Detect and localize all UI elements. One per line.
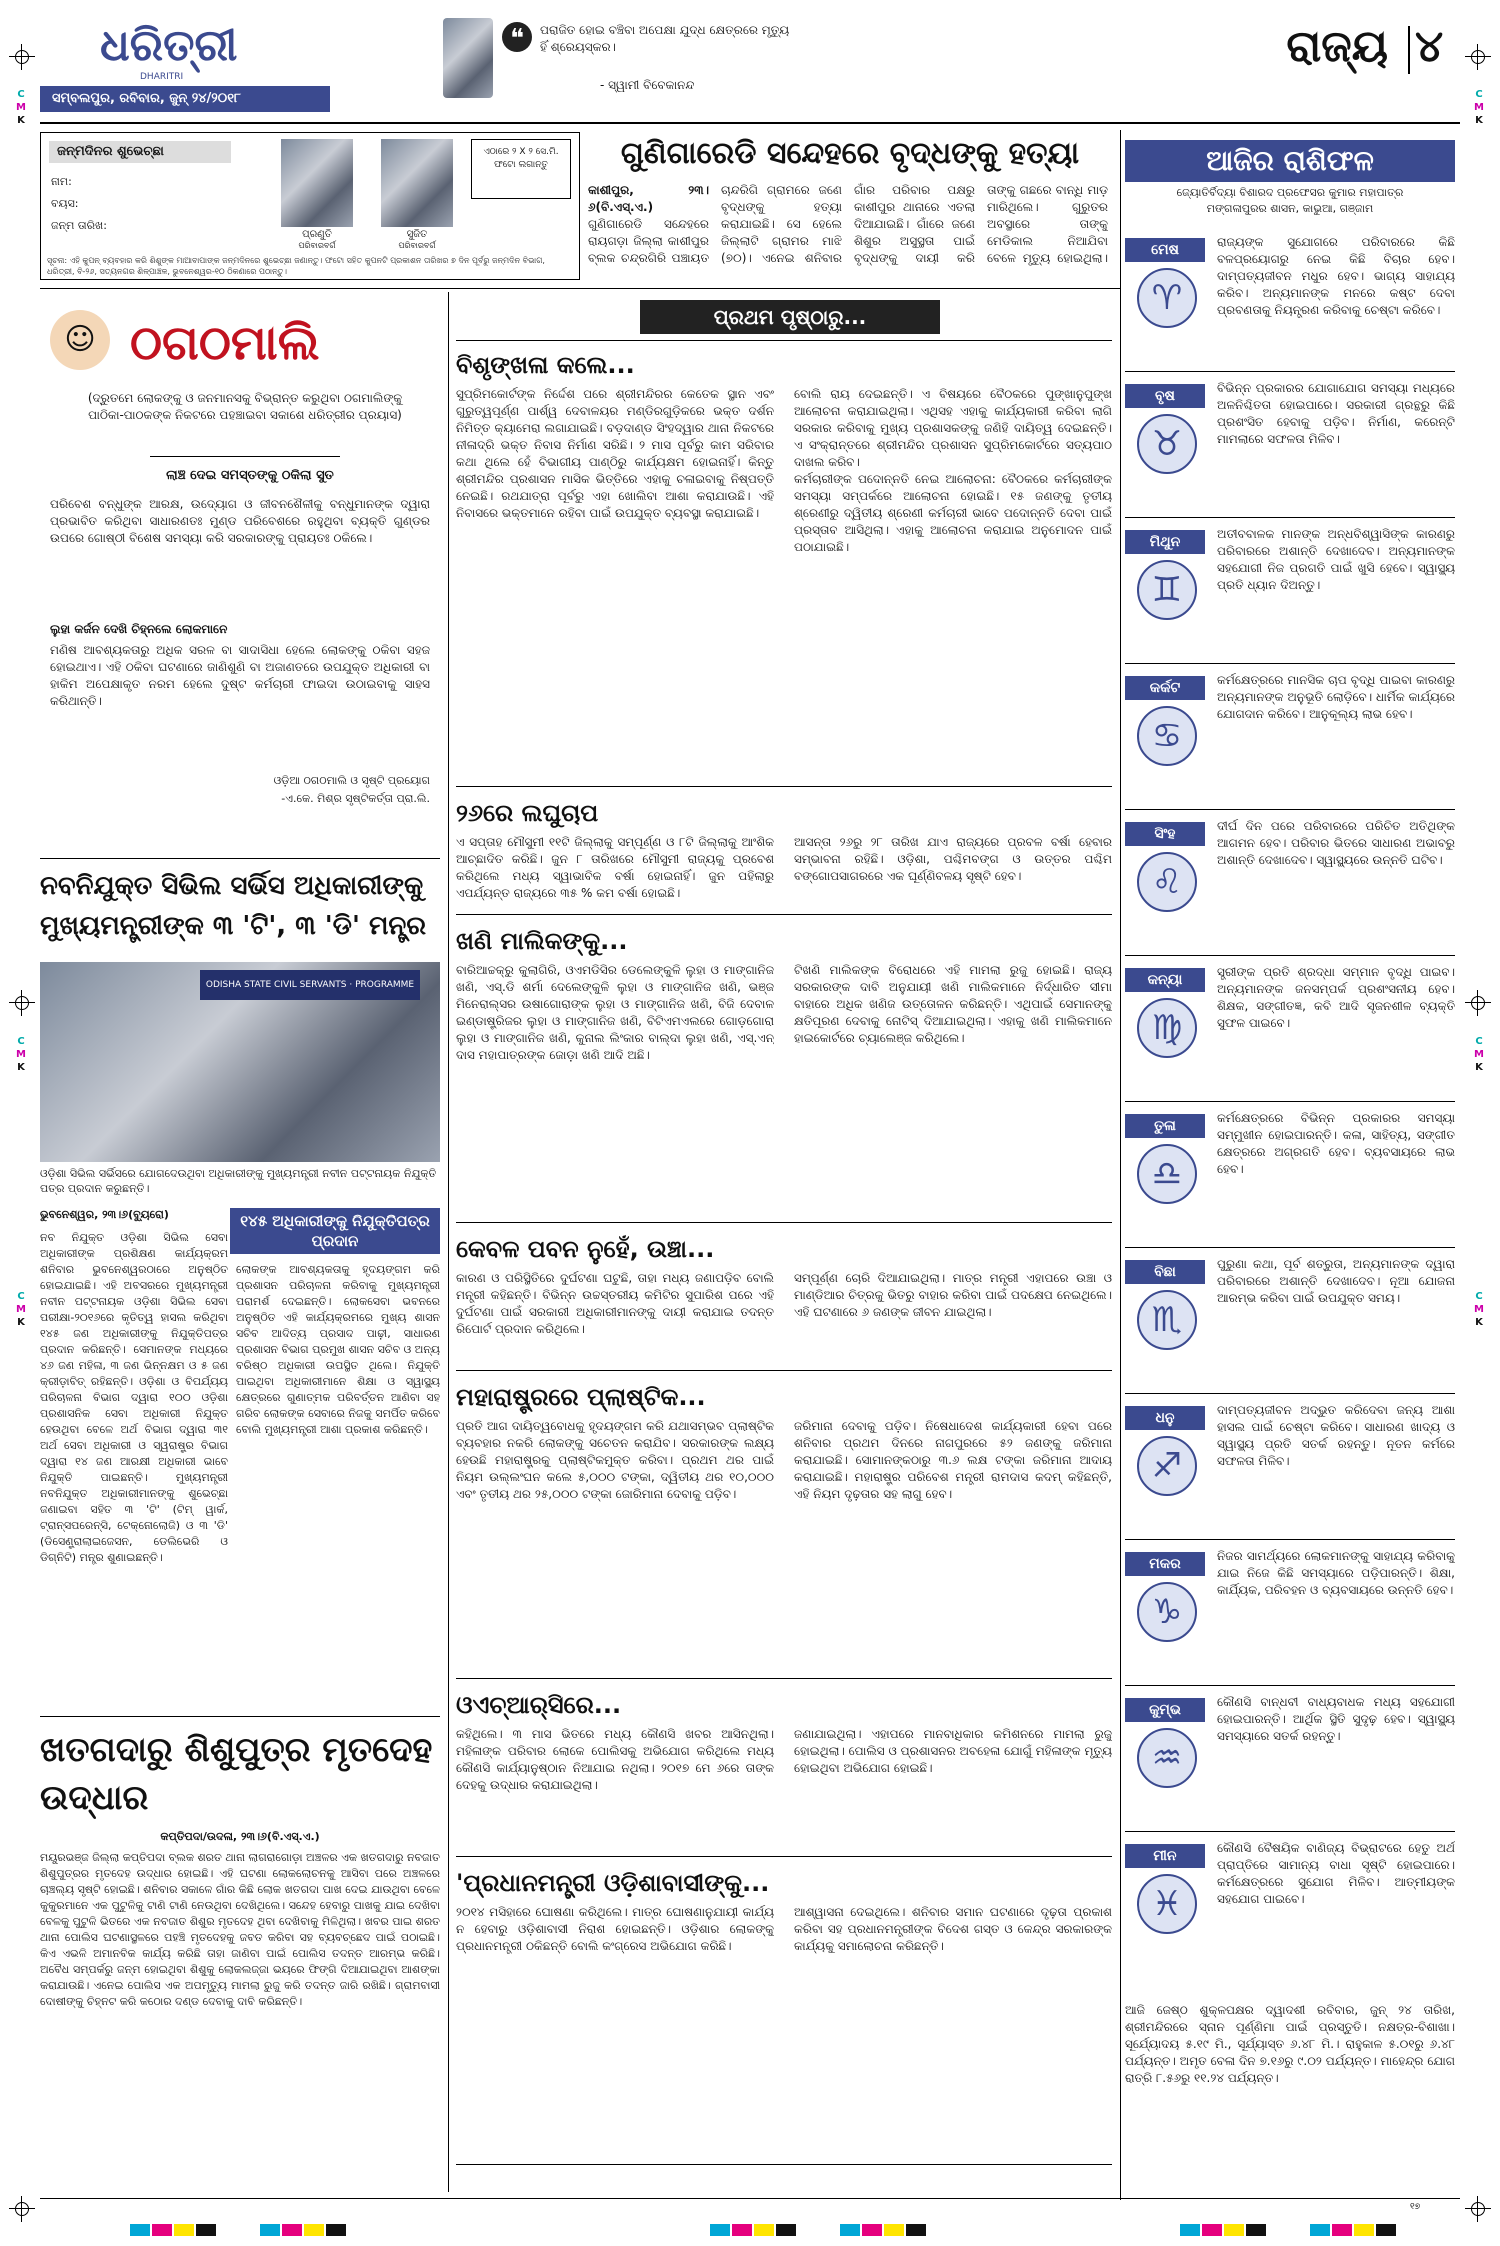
zodiac-sign-icon: ♏ <box>1137 1290 1197 1350</box>
zodiac-text: ଦୀର୍ଘ ଦିନ ପରେ ପରିବାରରେ ପରିଚିତ ଅତିଥିଙ୍କ ଆଗମନ ହେବ। ପରିବାର ଭିତରେ ସାଧାରଣ ଅଭାବରୁ ଅଶାନ୍ତି ଦେଖାଦେବ। ସ୍ୱାସ୍ଥ୍ୟରେ ଉନ୍ନତି ଘଟିବ। <box>1217 819 1455 867</box>
civil-body-right: ଲୋକଙ୍କ ଆବଶ୍ୟକତାକୁ ହୃଦୟଙ୍ଗମ କରି ପ୍ରଶାସନ ପରିଚାଳନା କରିବାକୁ ମୁଖ୍ୟମନ୍ତ୍ରୀ ପରାମର୍ଶ ଦେଇଛନ୍ତି। ଲୋକସେବା ଭବନରେ ଅନୁଷ୍ଠିତ ଏହି କାର୍ଯ୍ୟକ୍ରମରେ ମୁଖ୍ୟ ଶାସନ ସଚିବ ଆଦିତ୍ୟ ପ୍ରସାଦ ପାଢ଼ୀ, ସାଧାରଣ ପ୍ରଶାସନ ବିଭାଗ ପ୍ରମୁଖ ଶାସନ ସଚିବ ଓ ଅନ୍ୟ ବରିଷ୍ଠ ଅଧିକାରୀ ଉପସ୍ଥିତ ଥିଲେ। ନିଯୁକ୍ତି ପାଇଥିବା ଅଧିକାରୀମାନେ ଶିକ୍ଷା ଓ ସ୍ୱାସ୍ଥ୍ୟ କ୍ଷେତ୍ରରେ ଗୁଣାତ୍ମକ ପରିବର୍ତ୍ତନ ଆଣିବା ସହ ଗରିବ ଲୋକଙ୍କ ସେବାରେ ନିଜକୁ ସମର୍ପିତ କରିବେ ବୋଲି ମୁଖ୍ୟମନ୍ତ୍ରୀ ଆଶା ପ୍ରକାଶ କରିଛନ୍ତି। <box>236 1263 440 1436</box>
zodiac-entry <box>1125 1252 1455 1392</box>
continued-story-left: ଏ ସପ୍ତାହ ମୌସୁମୀ ୧୧ଟି ଜିଲ୍ଲାକୁ ସମ୍ପୂର୍ଣ୍ଣ ଓ ୮ଟି ଜିଲ୍ଲାକୁ ଆଂଶିକ ଆଚ୍ଛାଦିତ କରିଛି। ଜୁନ ୮ ତାରିଖରେ ମୌସୁମୀ ରାଜ୍ୟକୁ ପ୍ରବେଶ କରିଥିଲେ ମଧ୍ୟ ସ୍ୱାଭାବିକ ବର୍ଷା ହୋଇନାହିଁ। ଜୁନ ପହିଲାରୁ ଏପର୍ଯ୍ୟନ୍ତ ରାଜ୍ୟରେ ୩୫ % କମ ବର୍ଷା ହୋଇଛି। <box>456 835 774 900</box>
horoscope-title: ଆଜିର ରାଶିଫଳ <box>1125 140 1455 182</box>
cmyk-mark: C M K <box>1474 89 1484 126</box>
continued-story-left: ପ୍ରତି ଆଗ ଦାୟିତ୍ୱବୋଧକୁ ହୃଦୟଙ୍ଗମ କରି ଯଥାସମ୍ଭବ ପ୍ଲାଷ୍ଟିକ ବ୍ୟବହାର ନକରି ଲୋକଙ୍କୁ ସଚେତନ କରାଯିବ। ସରକାରଙ୍କ ଲକ୍ଷ୍ୟ ହେଉଛି ମହାରାଷ୍ଟ୍ରକୁ ପ୍ଲାଷ୍ଟିକମୁକ୍ତ କରିବା। ପ୍ରଥମ ଥର ପାଇଁ ନିୟମ ଉଲ୍ଲଂଘନ କଲେ ୫,୦୦୦ ଟଙ୍କା, ଦ୍ୱିତୀୟ ଥର ୧୦,୦୦୦ ଏବଂ ତୃତୀୟ ଥର ୨୫,୦୦୦ ଟଙ୍କା ଜୋରିମାନା ଦେବାକୁ ପଡ଼ିବ। <box>456 1419 774 1501</box>
zodiac-name: ସିଂହ <box>1125 822 1205 846</box>
zodiac-list <box>1125 230 1455 1990</box>
zodiac-text: ବିଭିନ୍ନ ପ୍ରକାରର ଯୋଗାଯୋଗ ସମସ୍ୟା ମଧ୍ୟରେ ଅଳନିଶ୍ଚିତତା ହୋଇପାରେ। ସରକାରୀ ଗ୍ରନ୍ଥରୁ କିଛି ପ୍ରଶଂସିତ ହେବାକୁ ପଡ଼ିବ। ନିର୍ମାଣ, କରେନ୍ଟି ମାମଲାରେ ସଫଳତା ମିଳିବ। <box>1217 381 1455 446</box>
zodiac-name: କୁମ୍ଭ <box>1125 1698 1205 1722</box>
civil-headline: ନବନିଯୁକ୍ତ ସିଭିଲ ସର୍ଭିସ ଅଧିକାରୀଙ୍କୁ ମୁଖ୍ୟମନ୍ତ୍ରୀଙ୍କ ୩ 'ଟି', ୩ 'ଡି' ମନ୍ତ୍ର <box>40 871 427 941</box>
continued-story <box>456 926 1112 1226</box>
zodiac-text: ଅତୀବବାଳକ ମାନଙ୍କ ଅନ୍ଧବିଶ୍ୱାସିଙ୍କ କାରଣରୁ ପରିବାରରେ ଅଶାନ୍ତି ଦେଖାଦେବ। ଅନ୍ୟମାନଙ୍କ ସହଯୋଗୀ ନିଜ ପ୍ରଗତି ପାଇଁ ଖୁସି ହେବେ। ସ୍ୱାସ୍ଥ୍ୟ ପ୍ରତି ଧ୍ୟାନ ଦିଅନ୍ତୁ। <box>1217 527 1455 592</box>
continued-story-right: ଜଣାଯାଇଥିଲା। ଏହାପରେ ମାନବାଧିକାର କମିଶନରେ ମାମଲା ରୁଜୁ ହୋଇଥିଲା। ପୋଲିସ ଓ ପ୍ରଶାସନର ଅବହେଳା ଯୋଗୁଁ ମହିଳାଙ୍କ ମୃତ୍ୟୁ ହୋଇଥିବା ଅଭିଯୋଗ ହୋଇଛି। <box>794 1727 1112 1775</box>
continued-story <box>456 1690 1112 1860</box>
zodiac-name: ବୃଷ <box>1125 384 1205 408</box>
murder-text: ଗୁଣିଗାରେଡି ସନ୍ଦେହରେ ରାୟଗଡ଼ା ଜିଲ୍ଲା କାଶୀପୁର ବ୍ଲକ ଚନ୍ଦ୍ରଗିରି ପଞ୍ଚାୟତ ଚାନ୍ଦରିଗି ଗ୍ରାମରେ ଜଣେ ବୃଦ୍ଧଙ୍କୁ ହତ୍ୟା କରାଯାଇଛି। ସେ ହେଲେ ଜିଲ୍ଲାଟି ଗ୍ରାମର ମାଝି (୭୦)। ଏନେଇ ଶନିବାର ଗାଁର ପରିବାର ପକ୍ଷରୁ କାଶୀପୁର ଥାନାରେ ଏତଲା ଦିଆଯାଇଛି। ଗାଁରେ ଜଣେ ଶିଶୁର ଅସୁସ୍ଥତା ପାଇଁ ବୃଦ୍ଧଙ୍କୁ ଦାୟୀ କରି ତାଙ୍କୁ ଗଛରେ ବାନ୍ଧି ମାଡ଼ ମାରିଥିଲେ। ଗୁରୁତର ଅବସ୍ଥାରେ ତାଙ୍କୁ ମେଡିକାଲ ନିଆଯିବା ବେଳେ ମୃତ୍ୟୁ ହୋଇଥିଲା। <box>588 183 1108 265</box>
color-bar-swatch <box>776 2224 796 2236</box>
zodiac-text: ନିଜର ସାମର୍ଥ୍ୟରେ ଲୋକମାନଙ୍କୁ ସାହାଯ୍ୟ କରିବାକୁ ଯାଇ ନିଜେ କିଛି ସମସ୍ୟାରେ ପଡ଼ିପାରନ୍ତି। ଶିକ୍ଷା, କାର୍ଯ୍ୟିକ, ପରିବହନ ଓ ବ୍ୟବସାୟରେ ଉନ୍ନତି ହେବ। <box>1217 1549 1455 1597</box>
field-name: ନାମ: <box>51 175 72 188</box>
photo-placeholder: ଏଠାରେ ୨ X ୨ ସେ.ମି. ଫଟୋ ଲଗାନ୍ତୁ <box>471 139 571 199</box>
zodiac-entry <box>1125 522 1455 662</box>
continued-story <box>456 798 1112 918</box>
color-bar-swatch <box>130 2224 150 2236</box>
zodiac-entry <box>1125 814 1455 954</box>
cmyk-mark: C M K <box>16 1036 26 1073</box>
continued-story-right: ବୋଲି ରାୟ ଦେଇଛନ୍ତି। ଏ ବିଷୟରେ ବୈଠକରେ ପୁଙ୍ଖାନୁପୁଙ୍ଖ ଆଲୋଚନା କରାଯାଇଥିଲା। ଏଥିସହ ଏହାକୁ କାର୍ଯ୍ୟକାରୀ କରିବା ଲାଗି ସରକାର କରିବାକୁ ମୁଖ୍ୟ ପ୍ରଶାସକଙ୍କୁ ଜଣିହି ଦାୟିତ୍ୱ ଦେଇଛନ୍ତି। ଏ ସଂକ୍ରାନ୍ତରେ ଶ୍ରୀମନ୍ଦିର ପ୍ରଶାସନ ସୁପ୍ରିମକୋର୍ଟରେ ସତ୍ୟପାଠ ଦାଖଲ କରିବ। କର୍ମଚାରୀଙ୍କ ପଦୋନ୍ନତି ନେଇ ଆଲୋଚନା: ବୈଠକରେ କର୍ମଚାରୀଙ୍କ ସମସ୍ୟା ସମ୍ପର୍କରେ ଆଲୋଚନା ହୋଇଛି। ୧୫ ଜଣଙ୍କୁ ତୃତୀୟ ଶ୍ରେଣୀରୁ ଦ୍ୱିତୀୟ ଶ୍ରେଣୀ କର୍ମଚାରୀ ଭାବେ ପଦୋନ୍ନତି ଦେବା ପାଇଁ ପ୍ରସ୍ତାବ ଆସିଥିଲା। ଏହାକୁ ଆଲୋଚନା କରାଯାଇ ଅନୁମୋଦନ ପାଇଁ ପଠାଯାଇଛି। <box>794 387 1112 554</box>
zodiac-entry <box>1125 1398 1455 1538</box>
zodiac-sign-icon: ♒ <box>1137 1728 1197 1788</box>
continued-story-title: ଓଏଚ୍ଆର୍‌ସିରେ... <box>456 1691 622 1719</box>
continued-story-right: ଟିଖଣି ମାଲିକଙ୍କ ବିରୋଧରେ ଏହି ମାମଲା ରୁଜୁ ହୋଇଛି। ରାଜ୍ୟ ସରକାରଙ୍କ ଦାବି ଅନୁଯାୟୀ ଖଣି ମାଲିକମାନେ ନିର୍ଦ୍ଧାରିତ ସୀମା ବାହାରେ ଅଧିକ ଖଣିଜ ଉତ୍ତୋଳନ କରିଛନ୍ତି। ଏଥିପାଇଁ ସେମାନଙ୍କୁ କ୍ଷତିପୂରଣ ଦେବାକୁ ନୋଟିସ୍ ଦିଆଯାଇଥିଲା। ଏହାକୁ ଖଣି ମାଲିକମାନେ ହାଇକୋର୍ଟରେ ଚ୍ୟାଲେଞ୍ଜ କରିଥିଲେ। <box>794 963 1112 1045</box>
murder-body <box>588 182 1108 280</box>
registration-mark <box>9 44 35 70</box>
zodiac-sign-icon: ♎ <box>1137 1144 1197 1204</box>
thugmali-intro: (ଦ୍ରୁତମେ ଲୋକଙ୍କୁ ଓ ଜନମାନସକୁ ବିଭ୍ରାନ୍ତ କରୁଥିବା ଠଗମାଲିଙ୍କୁ ପାଠିକା-ପାଠକଙ୍କ ନିକଟରେ ପହଞ୍ଚାଇବା ସକାଶେ ଧରିତ୍ରୀର ପ୍ରୟାସ) <box>87 391 403 422</box>
zodiac-text: କୌଣସି ବୈଷୟିକ ବାଣିଜ୍ୟ ବିଭ୍ରାଟରେ ହେତୁ ଅର୍ଥ ପ୍ରାପ୍ତିରେ ସାମାନ୍ୟ ବାଧା ସୃଷ୍ଟି ହୋଇପାରେ। କର୍ମକ୍ଷେତ୍ରରେ ସୁଯୋଗ ମିଳିବ। ଆତ୍ମୀୟଙ୍କ ସହଯୋଗ ପାଇବେ। <box>1217 1841 1455 1906</box>
color-bar-swatch <box>1310 2224 1330 2236</box>
photo-banner: ODISHA STATE CIVIL SERVANTS · PROGRAMME <box>200 970 420 1000</box>
thugmali-box <box>40 300 440 850</box>
color-bar-swatch <box>710 2224 730 2236</box>
color-bar-swatch <box>840 2224 860 2236</box>
zodiac-sign-icon: ♈ <box>1137 268 1197 328</box>
zodiac-name: ମିଥୁନ <box>1125 530 1205 554</box>
zodiac-sign-icon: ♊ <box>1137 560 1197 620</box>
photo-2-caption: ସୁଜିତ <box>406 229 428 240</box>
registration-mark <box>1465 990 1491 1016</box>
birthday-photo-1 <box>281 139 353 227</box>
color-bar-swatch <box>1202 2224 1222 2236</box>
cartoon-icon: ☺ <box>50 310 110 370</box>
civil-caption: ଓଡ଼ିଶା ସିଭିଲ ସର୍ଭିସରେ ଯୋଗଦେଉଥିବା ଅଧିକାରୀଙ୍କୁ ମୁଖ୍ୟମନ୍ତ୍ରୀ ନବୀନ ପଟ୍ଟନାୟକ ନିଯୁକ୍ତି ପତ୍ର ପ୍ରଦାନ କରୁଛନ୍ତି। <box>40 1167 437 1195</box>
zodiac-entry <box>1125 1836 1455 1976</box>
vivekananda-portrait <box>443 18 493 98</box>
murder-headline: ଗୁଣିଗାରେଡି ସନ୍ଦେହରେ ବୃଦ୍ଧଙ୍କୁ ହତ୍ୟା <box>620 136 1080 171</box>
civil-dateline: ଭୁବନେଶ୍ୱର, ୨୩।୬(ବ୍ୟୁରୋ) <box>40 1208 169 1221</box>
logo-subtitle: DHARITRI <box>140 72 184 82</box>
thugmali-subhead: ଲାଞ୍ଚ ଦେଇ ସମସ୍ତଙ୍କୁ ଠକିଲା ସୁତ <box>166 468 334 483</box>
continued-stories <box>456 350 1112 2200</box>
photo-2-sub: ପରିବାରବର୍ଗ <box>398 241 436 250</box>
color-bar-swatch <box>1224 2224 1244 2236</box>
zodiac-sign-icon: ♓ <box>1137 1874 1197 1934</box>
horoscope-address: ମଙ୍ଗଳାପୁରର ଶାସନ, କାଭୁଆ, ଗଞ୍ଜାମ <box>1206 202 1374 215</box>
zodiac-entry <box>1125 230 1455 370</box>
color-bar-swatch <box>152 2224 172 2236</box>
zodiac-name: କର୍କଟ <box>1125 676 1205 700</box>
civil-body: ନବ ନିଯୁକ୍ତ ଓଡ଼ିଶା ସିଭିଲ ସେବା ଅଧିକାରୀଙ୍କ ପ୍ରଶିକ୍ଷଣ କାର୍ଯ୍ୟକ୍ରମ ଶନିବାର ଭୁବନେଶ୍ୱରଠାରେ ଅନୁଷ୍ଠିତ ହୋଇଯାଇଛି। ଏହି ଅବସରରେ ମୁଖ୍ୟମନ୍ତ୍ରୀ ନବୀନ ପଟ୍ଟନାୟକ ଓଡ଼ିଶା ସିଭିଲ ସେବା ପରୀକ୍ଷା-୨୦୧୬ରେ କୃତିତ୍ୱ ହାସଲ କରିଥିବା ୧୪୫ ଜଣ ଅଧିକାରୀଙ୍କୁ ନିଯୁକ୍ତିପତ୍ର ପ୍ରଦାନ କରିଛନ୍ତି। ସେମାନଙ୍କ ମଧ୍ୟରେ ୪୬ ଜଣ ମହିଳା, ୩ ଜଣ ଭିନ୍ନକ୍ଷମ ଓ ୫ ଜଣ କ୍ରୀଡ଼ାବିତ୍ ରହିଛନ୍ତି। ଓଡ଼ିଶା ଓ ବିପର୍ଯ୍ୟୟ ପରିଚାଳନା ବିଭାଗ ଦ୍ୱାରା ୧୦୦ ଓଡ଼ିଶା ପ୍ରଶାସନିକ ସେବା ଅଧିକାରୀ ନିଯୁକ୍ତ ହେଉଥିବା ବେଳେ ଅର୍ଥ ବିଭାଗ ଦ୍ୱାରା ୩୧ ଅର୍ଥ ସେବା ଅଧିକାରୀ ଓ ସ୍ୱରାଷ୍ଟ୍ର ବିଭାଗ ଦ୍ୱାରା ୧୪ ଜଣ ଆରକ୍ଷୀ ଅଧିକାରୀ ଭାବେ ନିଯୁକ୍ତି ପାଇଛନ୍ତି। ମୁଖ୍ୟମନ୍ତ୍ରୀ ନବନିଯୁକ୍ତ ଅଧିକାରୀମାନଙ୍କୁ ଶୁଭେଚ୍ଛା ଜଣାଇବା ସହିତ ୩ 'ଟି' (ଟିମ୍ ୱାର୍କ, ଟ୍ରାନ୍ସପରେନ୍ସି, ଟେକ୍ନୋଲୋଜି) ଓ ୩ 'ଡି' (ଡିସେଣ୍ଟ୍ରାଲାଇଜେସନ, ଡେଲିଭେରି ଓ ଡିଗ୍ନିଟି) ମନ୍ତ୍ର ଶୁଣାଇଛନ୍ତି। <box>40 1231 228 1564</box>
thugmali-footer: ଓଡ଼ିଆ ଠଗଠମାଲି ଓ ସୃଷ୍ଟି ପ୍ରୟୋଗ <box>273 774 430 787</box>
zodiac-name: ତୁଳା <box>1125 1114 1205 1138</box>
zodiac-name: କନ୍ୟା <box>1125 968 1205 992</box>
continued-banner: ପ୍ରଥମ ପୃଷ୍ଠାରୁ... <box>640 300 940 334</box>
page-code: ୧୭ <box>1410 2202 1421 2212</box>
registration-mark <box>1465 44 1491 70</box>
thugmali-footer-2: -ଏ.କେ. ମିଶ୍ର ସୃଷ୍ଟିକର୍ତ୍ତା ପ୍ରା.ଲି. <box>281 792 430 805</box>
field-age: ବୟସ: <box>51 197 79 210</box>
cmyk-mark: C M K <box>16 89 26 126</box>
birthday-box <box>40 132 580 280</box>
color-bar-swatch <box>196 2224 216 2236</box>
dateline-bar: ସମ୍ବଲପୁର, ରବିବାର, ଜୁନ୍ ୨୪/୨୦୧୮ <box>40 86 330 112</box>
panchang-text: ଆଜି ଜେଷ୍ଠ ଶୁକ୍ଳପକ୍ଷର ଦ୍ୱାଦଶୀ ରବିବାର, ଜୁନ୍ ୨୪ ତାରିଖ, ଶ୍ରୀମନ୍ଦିରରେ ସ୍ନାନ ପୂର୍ଣ୍ଣିମା ପାଇଁ ପ୍ରସ୍ତୁତି। ନକ୍ଷତ୍ର-ବିଶାଖା। ସୂର୍ଯ୍ୟୋଦୟ ୫.୧୯ ମି., ସୂର୍ଯ୍ୟାସ୍ତ ୬.୪୮ ମି.। ରାହୁକାଳ ୫.୦୧ରୁ ୬.୪୮ ପର୍ଯ୍ୟନ୍ତ। ଅମୃତ ବେଳା ଦିନ ୭.୧୬ରୁ ୯.୦୨ ପର୍ଯ୍ୟନ୍ତ। ମାହେନ୍ଦ୍ର ଯୋଗ ରାତ୍ରି ୮.୫୬ରୁ ୧୧.୨୪ ପର୍ଯ୍ୟନ୍ତ। <box>1125 2003 1455 2085</box>
continued-story-left: ସୁପ୍ରିମକୋର୍ଟଙ୍କ ନିର୍ଦ୍ଦେଶ ପରେ ଶ୍ରୀମନ୍ଦିରର କେତେକ ସ୍ଥାନ ଏବଂ ଗୁରୁତ୍ୱପୂର୍ଣ୍ଣ ପାର୍ଶ୍ୱ ଦେବାଳୟର ମଣ୍ଡିରଗୁଡ଼ିକରେ ଭକ୍ତ ଦର୍ଶନ ନିମିତ୍ତ କ୍ୟାମେରା ଲଗାଯାଇଛି। ବଡ଼ଦାଣ୍ଡ ସିଂହଦ୍ୱାର ଥାନା ନିକଟରେ ନୀଳାଦ୍ରି ଭକ୍ତ ନିବାସ ନିର୍ମାଣ ସରିଛି। ୨ ମାସ ପୂର୍ବରୁ କାମ ସରିବାର କଥା ଥିଲେ ହେଁ ବିଭାଗୀୟ ପାଣ୍ଠିରୁ କାର୍ଯ୍ୟକ୍ଷମ ହୋଇନାହିଁ। କିନ୍ତୁ ଶ୍ରୀମନ୍ଦିର ପ୍ରଶାସନ ମାସିକ ଭିତ୍ତିରେ ଏହାକୁ ଚଳାଇବାକୁ ନିଷ୍ପତ୍ତି ନେଇଛି। ରଥଯାତ୍ରା ପୂର୍ବରୁ ଏହା ଖୋଲିବା ଆଶା କରାଯାଉଛି। ଏହି ନିବାସରେ ଭକ୍ତମାନେ ରହିବା ପାଇଁ ଉପଯୁକ୍ତ ବ୍ୟବସ୍ଥା କରାଯାଇଛି। <box>456 387 774 520</box>
zodiac-name: ଧନୁ <box>1125 1406 1205 1430</box>
color-bar-swatch <box>260 2224 280 2236</box>
color-bar-swatch <box>862 2224 882 2236</box>
zodiac-name: ମେଷ <box>1125 238 1205 262</box>
zodiac-entry <box>1125 668 1455 808</box>
thugmali-title: ଠଗଠମାଲି <box>130 315 320 371</box>
zodiac-sign-icon: ♌ <box>1137 852 1197 912</box>
quote-icon: ❝ <box>502 22 532 52</box>
zodiac-sign-icon: ♍ <box>1137 998 1197 1058</box>
horoscope-column <box>1125 132 1455 2222</box>
section-name: ରାଜ୍ୟ <box>1286 21 1388 72</box>
zodiac-sign-icon: ♐ <box>1137 1436 1197 1496</box>
civil-box-title: ୧୪୫ ଅଧିକାରୀଙ୍କୁ ନିଯୁକ୍ତିପତ୍ର ପ୍ରଦାନ <box>230 1208 440 1254</box>
color-bar-swatch <box>732 2224 752 2236</box>
continued-story-right: ଜରିମାନା ଦେବାକୁ ପଡ଼ିବ। ନିଷେଧାଦେଶ କାର୍ଯ୍ୟକାରୀ ହେବା ପରେ ଶନିବାର ପ୍ରଥମ ଦିନରେ ନାଗପୁରରେ ୫୨ ଜଣଙ୍କୁ ଜରିମାନା କରାଯାଇଛି। ସୋମାନଙ୍କଠାରୁ ୩.୬ ଲକ୍ଷ ଟଙ୍କା ଜରିମାନା ଆଦାୟ କରାଯାଇଛି। ମହାରାଷ୍ଟ୍ର ପରିବେଶ ମନ୍ତ୍ରୀ ରାମଦାସ କଦମ୍ କହିଛନ୍ତି, ଏହି ନିୟମ ଦୃଢ଼ତାର ସହ ଲାଗୁ ହେବ। <box>794 1419 1112 1501</box>
continued-story-right: ଆଶ୍ୱାସନା ଦେଇଥିଲେ। ଶନିବାର ସମାନ ଘଟଣାରେ ଦୃଢ଼ତା ପ୍ରକାଶ କରିବା ସହ ପ୍ରଧାନମନ୍ତ୍ରୀଙ୍କ ବିଦେଶ ଗସ୍ତ ଓ କେନ୍ଦ୍ର ସରକାରଙ୍କ କାର୍ଯ୍ୟକୁ ସମାଲୋଚନା କରିଛନ୍ତି। <box>794 1905 1112 1953</box>
birthday-fields <box>51 171 271 237</box>
thugmali-body-2: ମଣିଷ ଆବଶ୍ୟକତାରୁ ଅଧିକ ସରଳ ବା ସାଦାସିଧା ହେଲେ ଲୋକଙ୍କୁ ଠକିବା ସହଜ ହୋଇଥାଏ। ଏହି ଠକିବା ଘଟଣାରେ ଜାଣିଶୁଣି ବା ଅଜାଣତରେ ଉପଯୁକ୍ତ ଅଧିକାରୀ ବା ହାକିମ ଅପେକ୍ଷାକୃତ ନରମ ହେଲେ ଦୁଷ୍ଟ କର୍ମଚାରୀ ଫାଇଦା ଉଠାଇବାକୁ ସାହସ କରିଥାନ୍ତି। <box>50 643 430 708</box>
registration-mark <box>1465 2196 1491 2222</box>
quote-author: - ସ୍ୱାମୀ ବିବେକାନନ୍ଦ <box>600 78 695 92</box>
zodiac-name: ମକର <box>1125 1552 1205 1576</box>
infant-body: ମୟୂରଭଞ୍ଜ ଜିଲ୍ଲା କପ୍ତିପଦା ବ୍ଲକ ଶରତ ଥାନା ଲାଗରାଗୋଡ଼ା ଅଞ୍ଚଳର ଏକ ଖତଗଦାରୁ ନବଜାତ ଶିଶୁପୁତ୍ରର ମୃତଦେହ ଉଦ୍ଧାର ହୋଇଛି। ଏହି ଘଟଣା ଲୋକଲୋଚନକୁ ଆସିବା ପରେ ଅଞ୍ଚଳରେ ଚାଞ୍ଚଲ୍ୟ ସୃଷ୍ଟି ହୋଇଛି। ଶନିବାର ସକାଳେ ଗାଁର କିଛି ଲୋକ ଖତଗଦା ପାଖ ଦେଇ ଯାଉଥିବା ବେଳେ କୁକୁରମାନେ ଏକ ପୁଟୁଳିକୁ ଟାଣି ଟାଣି ନେଉଥିବା ଦେଖିଥିଲେ। ସନ୍ଦେହ ହେବାରୁ ପାଖକୁ ଯାଇ ଦେଖିବା ବେଳକୁ ପୁଟୁଳି ଭିତରେ ଏକ ନବଜାତ ଶିଶୁର ମୃତଦେହ ଥିବା ଦେଖିବାକୁ ମିଳିଥିଲା। ଖବର ପାଇ ଶରତ ଥାନା ପୋଲିସ ଘଟଣାସ୍ଥଳରେ ପହଞ୍ଚି ମୃତଦେହକୁ ଜବତ କରିବା ସହ ବ୍ୟବଚ୍ଛେଦ ପାଇଁ ପଠାଇଛି। କିଏ ଏଭଳି ଅମାନବିକ କାର୍ଯ୍ୟ କରିଛି ତାହା ଜାଣିବା ପାଇଁ ପୋଲିସ ତଦନ୍ତ ଆରମ୍ଭ କରିଛି। ଅବୈଧ ସମ୍ପର୍କରୁ ଜନ୍ମ ହୋଇଥିବା ଶିଶୁକୁ ଲୋକଲଜ୍ଜା ଭୟରେ ଫିଙ୍ଗି ଦିଆଯାଇଥିବା ଆଶଙ୍କା କରାଯାଉଛି। ଏନେଇ ପୋଲିସ ଏକ ଅପମୃତ୍ୟୁ ମାମଲା ରୁଜୁ କରି ତଦନ୍ତ ଜାରି ରଖିଛି। ଗ୍ରାମବାସୀ ଦୋଷୀଙ୍କୁ ଚିହ୍ନଟ କରି କଠୋର ଦଣ୍ଡ ଦେବାକୁ ଦାବି କରିଛନ୍ତି। <box>40 1851 440 2008</box>
color-bar-swatch <box>1332 2224 1352 2236</box>
continued-story-right: ସମ୍ପୂର୍ଣ୍ଣ ଚୋରି ଦିଆଯାଇଥିଲା। ମାତ୍ର ମନ୍ତ୍ରୀ ଏହାପରେ ଉଞ୍ଚା ଓ ମାଣ୍ଡିଆର ଚିତ୍ରକୁ ଭିତରୁ ବାହାର କରିବା ପାଇଁ ପଦକ୍ଷେପ ନେଇଥିଲେ। ଏହି ଘଟଣାରେ ୬ ଜଣଙ୍କ ଜୀବନ ଯାଇଥିଲା। <box>794 1271 1112 1319</box>
photo-1-sub: ପରିବାରବର୍ଗ <box>298 241 336 250</box>
color-bar-swatch <box>282 2224 302 2236</box>
civil-photo <box>40 962 440 1162</box>
continued-story-title: ବିଶୃଙ୍ଖଳା କଲେ... <box>456 351 635 379</box>
quote-text: ପରାଜିତ ହୋଇ ବଞ୍ଚିବା ଅପେକ୍ଷା ଯୁଦ୍ଧ କ୍ଷେତ୍ରରେ ମୃତ୍ୟୁ ହିଁ ଶ୍ରେୟସ୍କର। <box>540 23 790 54</box>
zodiac-sign-icon: ♑ <box>1137 1582 1197 1642</box>
infant-headline: ଖତଗଦାରୁ ଶିଶୁପୁତ୍ର ମୃତଦେହ ଉଦ୍ଧାର <box>40 1730 433 1818</box>
color-bar-swatch <box>304 2224 324 2236</box>
zodiac-entry <box>1125 960 1455 1100</box>
masthead-left <box>40 18 440 118</box>
continued-story-title: ମହାରାଷ୍ଟ୍ରରେ ପ୍ଲାଷ୍ଟିକ... <box>456 1383 706 1411</box>
zodiac-entry <box>1125 376 1455 516</box>
color-bar-swatch <box>326 2224 346 2236</box>
page-number: ୪ <box>1415 21 1444 72</box>
zodiac-sign-icon: ♋ <box>1137 706 1197 766</box>
continued-story-title: ଖଣି ମାଲିକଙ୍କୁ... <box>456 927 628 955</box>
continued-story-left: କହିଥିଲେ। ୩ ମାସ ଭିତରେ ମଧ୍ୟ କୌଣସି ଖବର ଆସିନଥିଲା। ମହିଳାଙ୍କ ପରିବାର ଲୋକେ ପୋଲିସକୁ ଅଭିଯୋଗ କରିଥିଲେ ମଧ୍ୟ କୌଣସି କାର୍ଯ୍ୟାନୁଷ୍ଠାନ ନିଆଯାଇ ନଥିଲା। ୨୦୧୭ ମେ ୬ରେ ତାଙ୍କ ଦେହକୁ ଉଦ୍ଧାର କରାଯାଇଥିଲା। <box>456 1727 774 1792</box>
zodiac-name: ମୀନ <box>1125 1844 1205 1868</box>
continued-story-left: ୨୦୧୪ ମସିହାରେ ଘୋଷଣା କରିଥିଲେ। ମାତ୍ର ଘୋଷଣାନୁଯାୟୀ କାର୍ଯ୍ୟ ନ ହେବାରୁ ଓଡ଼ିଶାବାସୀ ନିରାଶ ହୋଇଛନ୍ତି। ଓଡ଼ିଶାର ଲୋକଙ୍କୁ ପ୍ରଧାନମନ୍ତ୍ରୀ ଠକିଛନ୍ତି ବୋଲି କଂଗ୍ରେସ ଅଭିଯୋଗ କରିଛି। <box>456 1905 774 1953</box>
continued-story-left: କାରଣ ଓ ପରିସ୍ଥିତିରେ ଦୁର୍ଘଟଣା ଘଟୁଛି, ତାହା ମଧ୍ୟ ଜଣାପଡ଼ିବ ବୋଲି ମନ୍ତ୍ରୀ କହିଛନ୍ତି। ବିଭିନ୍ନ ଉଚ୍ଚସ୍ତରୀୟ କମିଟିର ସୁପାରିଶ ପରେ ଏହି ଦୁର୍ଘଟଣା ପାଇଁ ସରକାରୀ ଅଧିକାରୀମାନଙ୍କୁ ଦାୟୀ କରାଯାଇ ତଦନ୍ତ ରିପୋର୍ଟ ପ୍ରଦାନ କରିଥିଲେ। <box>456 1271 774 1336</box>
color-bar-swatch <box>1246 2224 1266 2236</box>
zodiac-text: ଦାମ୍ପତ୍ୟଜୀବନ ଅଦ୍ଭୁତ କରିଦେବା ଜନ୍ୟ ଆଶା ହାସଲ ପାଇଁ ଚେଷ୍ଟା କରିବେ। ସାଧାରଣ ଖାଦ୍ୟ ଓ ସ୍ୱାସ୍ଥ୍ୟ ପ୍ରତି ସତର୍କ ରହନ୍ତୁ। ନୂତନ କର୍ମରେ ସଫଳତା ମିଳିବ। <box>1217 1403 1455 1468</box>
color-bar-swatch <box>174 2224 194 2236</box>
zodiac-text: ରାଜ୍ୟଙ୍କ ସୁଯୋଗରେ ପରିବାରରେ କିଛି ବଳପ୍ରୟୋଗରୁ ନେଇ କିଛି ବିଚାର ହେବ। ଦାମ୍ପତ୍ୟଜୀବନ ମଧୁର ହେବ। ଭାଗ୍ୟ ସାହାଯ୍ୟ କରିବ। ଅନ୍ୟମାନଙ୍କ ମନରେ କଷ୍ଟ ଦେବା ପ୍ରବଣତାକୁ ନିୟନ୍ତ୍ରଣ କରିବାକୁ ଚେଷ୍ଟା କରିବେ। <box>1217 235 1455 317</box>
thugmali-body-1: ପରିବେଶ ବନ୍ଧୁଙ୍କ ଆରକ୍ଷ, ଉଦ୍ୟୋଗ ଓ ଜୀବନଶୈଳୀକୁ ବନ୍ଧୁମାନଙ୍କ ଦ୍ୱାରା ପ୍ରଭାବିତ କରିଥିବା ସାଧାରଣତଃ ମୁଣ୍ଡ ପରିବେଶରେ ରହୁଥିବା ବ୍ୟକ୍ତି ଗୁଣ୍ଡର ଉପରେ ଗୋଷ୍ଠୀ ବିଶେଷ ସମସ୍ୟା କରି ସରକାରଙ୍କୁ ପ୍ରାୟତଃ ଠକିଲେ। <box>50 497 430 545</box>
infant-dateline: କପ୍ତିପଦା/ଉଦଳା, ୨୩।୬(ବି.ଏସ୍.ଏ.) <box>160 1830 320 1843</box>
continued-story-right: ଆସନ୍ତା ୨୬ରୁ ୨୮ ତାରିଖ ଯାଏ ରାଜ୍ୟରେ ପ୍ରବଳ ବର୍ଷା ହେବାର ସମ୍ଭାବନା ରହିଛି। ଓଡ଼ିଶା, ପଶ୍ଚିମବଙ୍ଗ ଓ ଉତ୍ତର ପଶ୍ଚିମ ବଙ୍ଗୋପସାଗରରେ ଏକ ଘୂର୍ଣ୍ଣିବଳୟ ସୃଷ୍ଟି ହେବ। <box>794 835 1112 883</box>
cmyk-mark: C M K <box>1474 1291 1484 1328</box>
continued-story <box>456 1382 1112 1682</box>
thugmali-subhead-2: ଲୁହା କର୍ଜନ ଦେଖି ଚିହ୍ନଲେ ଲୋକମାନେ <box>50 622 228 636</box>
zodiac-sign-icon: ♉ <box>1137 414 1197 474</box>
continued-story-title: କେବଳ ପବନ ନୁହେଁ, ଉଞ୍ଚା... <box>456 1235 715 1263</box>
zodiac-entry <box>1125 1690 1455 1830</box>
color-bar-swatch <box>1354 2224 1374 2236</box>
registration-mark <box>9 2196 35 2222</box>
zodiac-text: କୌଣସି ବାନ୍ଧବୀ ବାଧ୍ୟବାଧକ ମଧ୍ୟ ସହଯୋଗୀ ହୋଇପାରନ୍ତି। ଆର୍ଥିକ ସ୍ଥିତି ସୁଦୃଢ଼ ହେବ। ସ୍ୱାସ୍ଥ୍ୟ ସମସ୍ୟାରେ ସତର୍କ ରହନ୍ତୁ। <box>1217 1695 1455 1743</box>
continued-story <box>456 1868 1112 2168</box>
color-bar-swatch <box>1180 2224 1200 2236</box>
zodiac-name: ବିଛା <box>1125 1260 1205 1284</box>
zodiac-entry <box>1125 1106 1455 1246</box>
newspaper-logo: ଧରିତ୍ରୀ <box>100 20 238 71</box>
zodiac-text: ପୁରୁଣା କଥା, ପୂର୍ବ ଶତ୍ରୁତା, ଅନ୍ୟମାନଙ୍କ ଦ୍ୱାରା ପରିବାରରେ ଅଶାନ୍ତି ଦେଖାଦେବ। ନୂଆ ଯୋଜନା ଆରମ୍ଭ କରିବା ପାଇଁ ଉପଯୁକ୍ତ ସମୟ। <box>1217 1257 1455 1305</box>
continued-story-left: ବାରିଆଚ୍ଚକ୍ରୁ କୁଲାଗିରି, ଓଏମଡିସିର ଡେଲେଙ୍କୁଳି ଲୁହା ଓ ମାଙ୍ଗାନିଜ ଖଣି, ଏସ୍.ଡି ଶର୍ମା ଦେଲେଙ୍କୁଳି ଲୁହା ଓ ମାଙ୍ଗାନିଜ ଖଣି, ଭଞ୍ଜ ମିନେରାଲ୍ସର ଉଷାଗୋରାଙ୍କ ଲୁହା ଓ ମାଙ୍ଗାନିଜ ଖଣି, ବିଜି ଦେବାଳ ଇଣ୍ଡାଷ୍ଟ୍ରିଜର ଲୁହା ଓ ମାଙ୍ଗାନିଜ ଖଣି, ବିଟିଏମଏଲରେ ଗୋଡ଼ଗୋରା ଲୁହା ଓ ମାଙ୍ଗାନିଜ ଖଣି, କୁନାଲ ଲିଂକାର ବାଲ୍ଦା ଲୁହା ଖଣି, ଏସ୍.ଏନ୍ ଦାସ ମହାପାତ୍ରଙ୍କ ଜୋଡ଼ା ଖଣି ଆଦି ଅଛି। <box>456 963 774 1062</box>
birthday-title: ଜନ୍ମଦିନର ଶୁଭେଚ୍ଛା <box>49 141 231 163</box>
field-dob: ଜନ୍ମ ତାରିଖ: <box>51 219 107 232</box>
color-bar-swatch <box>754 2224 774 2236</box>
color-bar-swatch <box>884 2224 904 2236</box>
registration-mark <box>9 990 35 1016</box>
color-bar-swatch <box>906 2224 926 2236</box>
zodiac-text: କର୍ମକ୍ଷେତ୍ରରେ ବିଭିନ୍ନ ପ୍ରକାରର ସମସ୍ୟା ସମ୍ମୁଖୀନ ହୋଇପାରନ୍ତି। କଳା, ସାହିତ୍ୟ, ସଙ୍ଗୀତ କ୍ଷେତ୍ରରେ ଅଗ୍ରଗତି ହେବ। ବ୍ୟବସାୟରେ ଲାଭ ହେବ। <box>1217 1111 1455 1176</box>
zodiac-text: କର୍ମକ୍ଷେତ୍ରରେ ମାନସିକ ଚାପ ବୃଦ୍ଧି ପାଇବା କାରଣରୁ ଅନ୍ୟମାନଙ୍କ ଅନୁଭୂତି ଲୋଡ଼ିବେ। ଧାର୍ମିକ କାର୍ଯ୍ୟରେ ଯୋଗଦାନ କରିବେ। ଆନୁକୂଲ୍ୟ ଲାଭ ହେବ। <box>1217 673 1455 721</box>
birthday-note: ସୂଚନା: ଏହି କୁପନ୍ ବ୍ୟବହାର କରି ଶିଶୁଙ୍କ ମାଆବାପାଙ୍କ ଜନ୍ମଦିନରେ ଶୁଭେଚ୍ଛା ଜଣାନ୍ତୁ। ଫଟୋ ସହିତ କୁପନଟି ପ୍ରକାଶନ ତାରିଖର ୭ ଦିନ ପୂର୍ବରୁ ଜନ୍ମଦିନ ବିଭାଗ, ଧରିତ୍ରୀ, ବି-୨୬, ସତ୍ୟନଗର ଶିଳ୍ପାଞ୍ଚଳ, ଭୁବନେଶ୍ୱର-୧୦ ଠିକଣାରେ ପଠାନ୍ତୁ। <box>47 256 545 276</box>
murder-dateline: କାଶୀପୁର, ୨୩।୬(ବି.ଏସ୍.ଏ.) <box>588 183 709 214</box>
continued-story <box>456 350 1112 790</box>
cmyk-mark: C M K <box>16 1291 26 1328</box>
zodiac-text: ସ୍ତ୍ରୀଙ୍କ ପ୍ରତି ଶ୍ରଦ୍ଧା ସମ୍ମାନ ବୃଦ୍ଧି ପାଇବ। ଅନ୍ୟମାନଙ୍କ ଜନସମ୍ପର୍କ ପ୍ରଶଂସନୀୟ ହେବ। ଶିକ୍ଷକ, ସଙ୍ଗୀତଜ୍ଞ, କବି ଆଦି ସୃଜନଶୀଳ ବ୍ୟକ୍ତି ସୁଫଳ ପାଇବେ। <box>1217 965 1455 1030</box>
color-bars <box>0 2224 1500 2238</box>
continued-story <box>456 1234 1112 1374</box>
photo-1-caption: ପ୍ରଣୁତି <box>302 229 332 240</box>
horoscope-author: ଜ୍ୟୋତିର୍ବିଦ୍ୟା ବିଶାରଦ ପ୍ରଫେସର କୁମାର ମହାପାତ୍ର <box>1176 186 1404 199</box>
zodiac-entry <box>1125 1544 1455 1684</box>
birthday-photo-2 <box>381 139 453 227</box>
cmyk-mark: C M K <box>1474 1036 1484 1073</box>
color-bar-swatch <box>1376 2224 1396 2236</box>
continued-story-title: ୨୬ରେ ଲଘୁଚାପ <box>456 799 599 827</box>
continued-story-title: 'ପ୍ରଧାନମନ୍ତ୍ରୀ ଓଡ଼ିଶାବାସୀଙ୍କୁ... <box>456 1869 770 1897</box>
